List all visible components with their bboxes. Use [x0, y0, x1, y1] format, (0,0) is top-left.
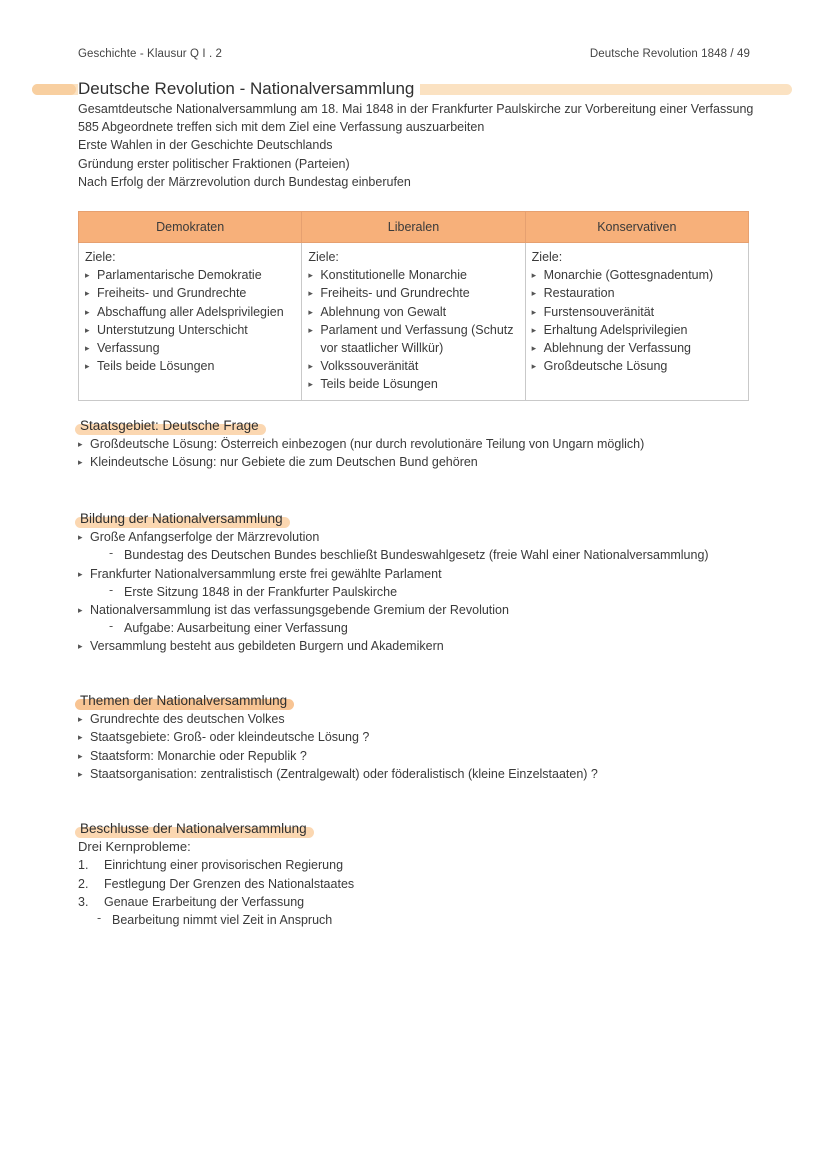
section-title: Themen der Nationalversammlung: [78, 692, 289, 710]
list-item: ▸ Freiheits- und Grundrechte: [308, 284, 518, 302]
list-item: ▸ Großdeutsche Lösung: Österreich einbezogen (nur durch revolutionäre Teilung von Ungarn möglich): [78, 435, 644, 453]
list-item: ▸ Frankfurter Nationalversammlung erste frei gewählte Parlament - Erste Sitzung 1848 in der Frankfurter Paulskirche: [78, 565, 709, 601]
list-item: 2. Festlegung Der Grenzen des Nationalstaates: [78, 876, 355, 891]
list-item: ▸ Unterstutzung Unterschicht: [85, 321, 295, 339]
section-staatsgebiet: [78, 417, 644, 472]
title-highlight-accent: [32, 84, 76, 95]
list-item: ▸ Grundrechte des deutschen Volkes: [78, 710, 598, 728]
list-item: ▸ Monarchie (Gottesgnadentum): [532, 266, 742, 284]
section-beschluesse: [78, 820, 354, 929]
list-item: ▸ Staatsorganisation: zentralistisch (Zentralgewalt) oder föderalistisch (kleine Einzelstaaten) ?: [78, 765, 598, 783]
list-item: ▸ Freiheits- und Grundrechte: [85, 284, 295, 302]
list-item: ▸ Restauration: [532, 284, 742, 302]
factions-table: [78, 211, 749, 401]
list-item: 1. Einrichtung einer provisorischen Regierung: [78, 858, 344, 873]
list-item: ▸ Konstitutionelle Monarchie: [308, 266, 518, 284]
sub-item: - Aufgabe: Ausarbeitung einer Verfassung: [90, 619, 709, 637]
list-item: ▸ Versammlung besteht aus gebildeten Burgern und Akademikern: [78, 637, 709, 655]
section-title: Staatsgebiet: Deutsche Frage: [78, 417, 261, 435]
intro-block: [78, 100, 753, 191]
list-item: ▸ Große Anfangserfolge der Märzrevolution - Bundestag des Deutschen Bundes beschließt Bundeswahlgesetz (freie Wahl einer Nationalversammlung): [78, 528, 709, 564]
list-item: ▸ Großdeutsche Lösung: [532, 357, 742, 375]
section-title: Beschlusse der Nationalversammlung: [78, 820, 309, 838]
goals-label: Ziele:: [85, 250, 116, 264]
header-topic: Deutsche Revolution 1848 / 49: [589, 48, 750, 60]
list-item: ▸ Parlament und Verfassung (Schutz vor staatlicher Willkür): [308, 321, 518, 357]
list-item: ▸ Abschaffung aller Adelsprivilegien: [85, 303, 295, 321]
table-header-row: [79, 212, 749, 243]
list-item: ▸ Parlamentarische Demokratie: [85, 266, 295, 284]
list-item: ▸ Erhaltung Adelsprivilegien: [532, 321, 742, 339]
intro-line: Nach Erfolg der Märzrevolution durch Bundestag einberufen: [78, 174, 411, 189]
cell-demokraten: [79, 243, 302, 401]
list-item: ▸ Staatsgebiete: Groß- oder kleindeutsche Lösung ?: [78, 728, 598, 746]
sub-item: - Bundestag des Deutschen Bundes beschließt Bundeswahlgesetz (freie Wahl einer Nationalversammlung): [90, 546, 709, 564]
cell-konservativen: [525, 243, 748, 401]
section-intro: Drei Kernprobleme:: [78, 839, 191, 855]
list-item: ▸ Ablehnung der Verfassung: [532, 339, 742, 357]
list-item: ▸ Teils beide Lösungen: [308, 375, 518, 393]
list-item: ▸ Furstensouveränität: [532, 303, 742, 321]
page-title: Deutsche Revolution - Nationalversammlung: [78, 79, 420, 99]
sub-item: - Bearbeitung nimmt viel Zeit in Anspruch: [78, 911, 354, 929]
column-header-demokraten: Demokraten: [79, 212, 302, 243]
intro-line: 585 Abgeordnete treffen sich mit dem Ziel eine Verfassung auszuarbeiten: [78, 120, 485, 135]
column-header-konservativen: Konservativen: [525, 212, 748, 243]
list-item: ▸ Nationalversammlung ist das verfassungsgebende Gremium der Revolution - Aufgabe: Ausarbeitung einer Verfassung: [78, 601, 709, 637]
list-item: ▸ Ablehnung von Gewalt: [308, 303, 518, 321]
section-title: Bildung der Nationalversammlung: [78, 510, 285, 528]
intro-line: Gründung erster politischer Fraktionen (Parteien): [78, 156, 350, 171]
section-themen: [78, 692, 598, 783]
list-item: ▸ Teils beide Lösungen: [85, 357, 295, 375]
intro-line: Gesamtdeutsche Nationalversammlung am 18. Mai 1848 in der Frankfurter Paulskirche zur Vorbereitung einer Verfassung: [78, 102, 754, 116]
goals-label: Ziele:: [531, 250, 563, 264]
list-item: ▸ Kleindeutsche Lösung: nur Gebiete die zum Deutschen Bund gehören: [78, 453, 644, 471]
intro-line: Erste Wahlen in der Geschichte Deutschlands: [78, 138, 333, 153]
list-item: 3. Genaue Erarbeitung der Verfassung: [78, 894, 305, 909]
list-item: ▸ Verfassung: [85, 339, 295, 357]
list-item: ▸ Volkssouveränität: [308, 357, 518, 375]
sub-item: - Erste Sitzung 1848 in der Frankfurter Paulskirche: [90, 583, 709, 601]
header-course: Geschichte - Klausur Q I . 2: [78, 48, 223, 60]
column-header-liberalen: Liberalen: [302, 212, 525, 243]
section-bildung: [78, 510, 709, 656]
table-row: [79, 243, 749, 401]
list-item: ▸ Staatsform: Monarchie oder Republik ?: [78, 747, 598, 765]
goals-label: Ziele:: [308, 250, 339, 264]
cell-liberalen: [302, 243, 525, 401]
